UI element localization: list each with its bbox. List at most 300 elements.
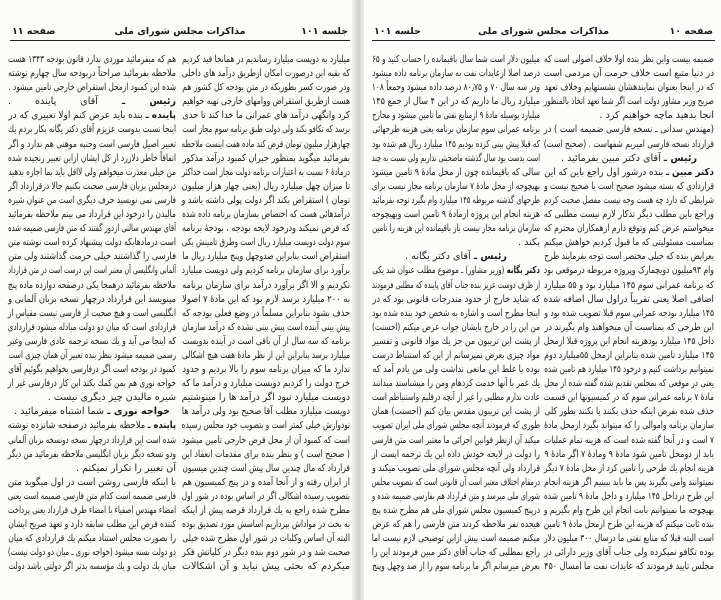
line-text: که برنامه عمرانی سوم ۱۴۵ میلیارد بود و ۵۵ میلیارد — [543, 279, 714, 291]
text-line — [371, 476, 540, 490]
line-text: میلیارد ریال ما داریم که در این ۴ سال از جمع ۱۴۵ — [371, 96, 540, 108]
text-line — [543, 138, 714, 152]
text-line — [544, 405, 714, 419]
line-text: ودر صورت کسر بطوریکه در متن بودجه کل کشور هم — [182, 82, 350, 94]
line-text: سالی که باقیمانده چون از محل مادهٔ ۹ تامین میشود — [371, 166, 540, 178]
text-line — [7, 448, 176, 462]
text-line — [181, 391, 350, 405]
line-text: شیره مالیدن چیز دیگری نیست . — [47, 392, 176, 404]
line-text: از طرف دوست عزیز بنده جناب آقای پاینده که مطلبی فرمودند — [371, 279, 540, 291]
line-text: که قبلا پیش بینی کرده بودیم ۱۴۵ میلیارد ریال هم شده بود — [372, 138, 540, 150]
text-line — [372, 194, 540, 208]
line-text: قراردادی که بسته میشود صحیح است یا صحیح نیست و — [544, 180, 714, 192]
line-text: فارسی نمی نویسید حرف دیگری است من عنوان شیره — [8, 194, 176, 206]
line-text: میکردم که بحثی پیش نیاید و آن اشکالات — [182, 561, 350, 573]
text-line — [543, 504, 714, 518]
text-line — [544, 476, 714, 490]
text-column — [182, 53, 350, 574]
text-line — [181, 490, 350, 504]
line-text: آن تعبیر را تکرار نمیکنم . — [76, 462, 176, 474]
text-line — [543, 490, 714, 504]
text-line — [8, 560, 177, 574]
text-line — [181, 166, 350, 180]
line-text: هست ازطریق استقراض ووامهای خارجی تهیه خواهیم — [182, 96, 350, 108]
text-line — [7, 490, 176, 504]
text-line — [8, 462, 176, 476]
line-text: از پشت این تریبون من جز یك مواد قانونی و تفسیر — [372, 335, 540, 347]
line-text: درصد اصلا ازعایدات نفت به سازمان برنامه داده میشود — [372, 68, 540, 80]
text-line — [544, 152, 714, 166]
text-line — [371, 180, 540, 194]
line-text: ملاحظه بفرمائید درهمجا یکی درصفحه دوازده ماده پنج — [7, 279, 177, 291]
page-number: صفحه ۱۰ — [669, 26, 713, 37]
line-text: دو دولت بسته میشود (خواجه نوری ـ میان دو دولت نیست) — [7, 547, 176, 559]
line-text: قرارداد نسخه فارسی امیریم شفهاست . (صحیح است) — [543, 138, 714, 150]
line-text: آقای دکتر مبین بفرمائید . — [561, 152, 664, 164]
line-text: نمیتوانند وامی بگیرند پس ما باید ببینیم اگر هزینه انجام — [544, 476, 714, 488]
line-text: هیجده نفر ملاحظه کردند متن فارسی را هم که عرض — [372, 519, 540, 531]
line-text: تومان ) استقراض بکند اگر دولت پولی داشته باشد و — [181, 194, 350, 206]
text-line — [8, 194, 176, 208]
text-line — [182, 321, 350, 335]
line-text: انجا بدهید ماچه خواهیم کرد . — [599, 110, 714, 122]
line-text: بعرض میرسانم اگر ما برنامه سوم را از صد وچهل وپنج — [372, 561, 540, 573]
line-text: بمناسبت مسئولیتی که ما قبول کردیم خواهش میکنم — [544, 237, 714, 249]
text-line — [543, 67, 714, 81]
running-title: مذاکرات مجلس شورای ملی — [478, 26, 609, 37]
line-text: یعنی در موقعی که بمجلس تقدیم شده گفته شده از محل — [544, 378, 714, 390]
line-text: با اینکه فارسی روشن است در اول میگوید متن — [7, 476, 176, 488]
text-line — [182, 208, 350, 222]
line-text: میان یك دولت و یك مؤسسه بدتر اگر دولتی باشد دولت — [8, 561, 177, 573]
line-text: است البته قبلا که منابع نفتی ما درسال ۳۰۰ میلیون دلار — [543, 533, 714, 545]
line-text: رسمی ضمیمه میشود بنظر بنده تعبیر آن همان چیزی است — [8, 349, 177, 361]
text-line — [372, 363, 540, 377]
text-line — [8, 532, 177, 546]
text-line — [182, 335, 350, 349]
line-text: ودو نسخه دیگر بزبان انگلیسی ملاحظه بفرمائید من دیگر — [7, 448, 176, 460]
text-line — [8, 123, 176, 137]
line-text: آقای دکتر یگانه . — [405, 251, 474, 263]
line-text: فارسی ضمیمه است کدام متن فارسی ضمیمه است یعنی — [7, 490, 176, 502]
line-text: درآمدهائی هست که اختصاص بسازمان برنامه داده شده — [182, 209, 350, 221]
right-page — [364, 0, 721, 600]
text-line — [372, 518, 540, 532]
line-text: اضافی اصلا یعنی تقریباً دراول سال اضافه شده — [543, 293, 714, 305]
text-line — [182, 53, 350, 67]
line-text: آلمانی وانگلیسی آن معتبر است این درست است در متن قرارداد — [8, 265, 176, 277]
line-text: طرحهای گذشته مربوطه ۱۴۵ میلیارد وام بگیرد توجه بفرمائید — [372, 194, 540, 206]
line-text: میلیارد بوسیله مادهٔ ۹ ازمنابع نفتی ما تامین میشود و مخارج — [372, 110, 540, 122]
line-text: شده این کمبود ازمحل استقراض خارجی تامین میشود . — [8, 82, 177, 94]
line-text: وراجع باین مطلب دیگر تذکار لازم نیست مطلبی که — [543, 209, 714, 221]
text-line — [181, 236, 350, 250]
line-text: خواجه نوری هم بمن کمك بکند این کار درفارسی غیر از — [7, 378, 176, 390]
text-line — [371, 95, 540, 109]
line-text: به ۲۰۰ میلیارد برسد لازم بود که این مادهٔ ۷ اصولا — [182, 293, 350, 305]
text-line — [182, 152, 350, 166]
line-text: ۱۴۵ میلیارد تامین شده بنابراین ازمحل ۵۵میلیارد دوم — [544, 349, 714, 361]
left-page-header — [10, 24, 350, 41]
text-line — [8, 180, 177, 194]
speaker-name: پاینده ـ — [147, 420, 176, 432]
text-line — [372, 462, 540, 476]
line-text: شورای ملی میرسد و متن قرارداد هم بفارسی ضمیمه شده و — [372, 490, 540, 502]
text-column — [372, 53, 540, 574]
line-text: قراردادی است که میان دو دولت مبادله میشود قراردادی — [7, 321, 176, 333]
speaker-name: دکتر مبین ـ — [666, 166, 714, 178]
text-line — [7, 377, 176, 391]
text-line — [544, 462, 714, 476]
line-text: انگلیسی است و هیچ صحبت از فارسی نیست مقیاس از — [7, 307, 177, 319]
text-line — [543, 123, 714, 137]
speaker-name: رئیس ـ — [121, 96, 176, 108]
line-text: ۷ است و در آنجا گفته شده است که هزینه تمام عملیات — [544, 434, 714, 446]
text-line — [544, 81, 714, 95]
text-line — [544, 109, 714, 123]
text-line — [371, 504, 540, 518]
text-line — [182, 532, 350, 546]
line-text: مواد چیزی بعرض نمیرسانم از این که استنباط درست — [372, 349, 540, 361]
line-text: تعبیر اصیل فارسی است وجنبه موهنی هم ندارد و اگر — [8, 138, 176, 150]
line-text: ملاحظه بفرمائید صراحتاً دربودجه سال چهارم نوشته — [8, 68, 176, 80]
text-line — [182, 123, 350, 137]
text-line — [372, 67, 540, 81]
text-line — [181, 138, 350, 152]
text-line — [371, 434, 540, 448]
line-text: بنده درشور اول راجع باین که این — [544, 166, 667, 178]
line-text: بکند . — [518, 237, 540, 249]
line-text: راجع بمطلبی که جناب آقای دکتر مبین فرمودند این را — [371, 547, 540, 559]
line-text: شرایطی که دارد چه هست وجه نیست مفصل صحبت کردم — [543, 194, 714, 206]
line-text: من این را در خارج بایشان جواب عرض میکنم (احسنت) — [372, 321, 540, 333]
text-line — [544, 166, 714, 180]
line-text: از پشت این تریبون مقدس بیان کنم (احسنت) همان — [371, 406, 540, 418]
text-line — [182, 462, 350, 476]
text-line — [182, 95, 350, 109]
line-text: این طرح درداخل ۱۴۵ میلیارد و داخل مادهٔ ۹ تامین شده — [543, 490, 714, 502]
text-line — [543, 194, 714, 208]
text-line — [7, 546, 176, 560]
line-text: اتفاقاً خاطر دلازرد از کل ایشان ازاین تعبیر رنجیده شده — [8, 152, 177, 164]
text-line — [543, 532, 714, 546]
text-line — [8, 363, 176, 377]
line-text: بهیچوجه از محل مادهٔ ۷ سازمان برنامه مجاز نیست برای — [371, 180, 540, 192]
text-line — [182, 476, 350, 490]
line-text: که اینجا می آید و یك نسخه ترجمه عادی فارسی وغیر — [7, 335, 176, 347]
text-line — [182, 109, 350, 123]
line-text: تا میزان چهل میلیارد ریال (یعنی چهار هزار میلیون — [181, 180, 350, 192]
text-line — [372, 250, 540, 264]
line-text: سازمان برنامه مجاز نیست باز باقیمانده این هزینه را تامین — [372, 223, 540, 235]
text-line — [7, 419, 176, 433]
line-text: میلیون دلار است شما سال باقیمانده را حساب کنید و ۶۵ — [372, 54, 540, 65]
text-line — [7, 236, 177, 250]
left-page — [0, 0, 358, 600]
text-line — [181, 419, 350, 433]
speaker-name: دکتر یگانه — [506, 265, 540, 277]
text-line — [544, 321, 714, 335]
line-text: سازمان برنامه واموالی را که میتواند بگیرد ازمحل مادهٔ — [544, 420, 714, 432]
text-line — [8, 293, 176, 307]
line-text: اینجا مطرح است و اشاره به شخص خود بنده شده بود — [372, 307, 540, 319]
text-line — [371, 279, 540, 293]
text-line — [372, 391, 540, 405]
text-line — [544, 434, 714, 448]
text-line — [372, 307, 540, 321]
speaker-name: خواجه نوری ـ — [107, 406, 170, 418]
text-line — [7, 321, 176, 335]
text-line — [544, 363, 714, 377]
text-line — [181, 504, 350, 518]
line-text: البته آن اساس وکلیات در شور اول مطرح شده خیلی — [182, 533, 350, 545]
text-line — [8, 67, 176, 81]
text-line — [181, 67, 350, 81]
line-text: من خیلی معذرت میخواهم ولی لااقل باید بما اجازه بدهید — [8, 166, 176, 178]
line-text: حذف بشود بنابراین مسلماً در وضع فعلی بودجه که — [181, 307, 350, 319]
text-line — [182, 222, 350, 236]
line-text: (وزیر مشاور) ـ موضوع مطلب عنوان شد یکی — [372, 265, 507, 277]
text-line — [372, 53, 540, 67]
text-line — [371, 81, 540, 95]
line-text: ( صحیح است ) و بنظر بنده برای مقدمات انعقاد این — [181, 448, 350, 460]
text-line — [181, 405, 350, 419]
text-line — [8, 109, 176, 123]
text-line — [371, 532, 540, 546]
line-text: اینجا نسبت بدوست عزیزم آقای دکتر یگانه بکار بردم یك — [8, 124, 176, 136]
line-text: عادت ندارم مطلبی را غیر از آنچه درقلبم واستنباطم است — [372, 392, 540, 404]
text-line — [371, 546, 540, 560]
text-line — [372, 109, 540, 123]
line-text: خرج دولت را کردیم دویست میلیارد و درآمد ما که — [181, 378, 350, 390]
line-text: است که کمبود آن از محل قرض خارجی تامین میشود — [182, 434, 350, 446]
line-text: میلیارد به دویست میلیارد رساندیم در همانجا قید کردیم — [182, 54, 350, 65]
line-text: مجلس تایید فرمودند که عایدات نفت ما امسال ۴۵۰ — [544, 561, 714, 573]
line-text: پیش بینی آینده است پیش بینی نشده که درآمد سازمان — [182, 321, 350, 333]
text-line — [371, 405, 540, 419]
line-text: داخل ۱۴۵ میلیارد بودهزینه انجام این پروژه قبلا ازمحل — [543, 335, 714, 347]
line-text: صریح وزیر مشاور دولت است اگر شما تعهد اتخاذ بالمنظور — [543, 96, 714, 108]
line-text: بوده تکافو نمیکرده ولی جناب آقای وزیر دارائی در — [544, 547, 714, 559]
line-text: شما اشتباه میفرمائید . — [14, 406, 108, 418]
line-text: آقای پاینده . — [8, 96, 122, 108]
line-text: بفرمائید میگوید بمنظور جبران کمبود درآمد مذکور — [182, 152, 350, 164]
text-line — [8, 264, 176, 278]
text-line — [544, 236, 714, 250]
text-line — [8, 138, 176, 152]
text-line — [7, 307, 177, 321]
text-line — [8, 166, 176, 180]
line-text: حذف شده بفرض اینکه حذف بکنند یا نکنند بطور کلی — [544, 406, 714, 418]
speaker-name: پاینده ـ — [145, 110, 176, 122]
text-line — [372, 349, 540, 363]
line-text: را بصورت مجلس استناد میکنم یك قراردادی که میان — [8, 533, 177, 545]
text-line — [7, 53, 177, 67]
line-text: میخواستم عرض کنم وتوقع دارم ازهمکاران محترم که — [543, 223, 714, 235]
text-line — [7, 476, 176, 490]
text-line — [181, 180, 350, 194]
text-line — [182, 279, 350, 293]
text-line — [8, 434, 176, 448]
text-line — [372, 123, 540, 137]
line-text: بنده ثابت میکنم که هزینه این طرح ازمحل مادهٔ ۹ تامین — [543, 519, 714, 531]
line-text: به بحث در مواداش بپردازیم اساسش مورد تصدیق بوده — [182, 519, 350, 531]
text-line — [8, 250, 176, 264]
text-line — [543, 293, 714, 307]
text-line — [7, 208, 177, 222]
text-line — [182, 349, 350, 363]
line-text: میکنم ضمیمه است بیش ازاین توضیحی لازم نیست اما — [371, 533, 540, 545]
text-column — [544, 53, 714, 574]
text-line — [544, 180, 714, 194]
line-text: ۱۴۵ میلیارد بودجه عمرانی سوم قبلا تصویب شده بود و — [544, 307, 714, 319]
line-text: مطرح شده راجع به یك قرارداد قرضه پیش از اینکه — [181, 505, 350, 516]
text-line — [544, 546, 714, 560]
text-line — [543, 518, 714, 532]
line-text: ضمیمه نیست واین نظر بنده اولا خلاف اصولی است که — [544, 54, 714, 65]
text-line — [371, 208, 540, 222]
text-line — [372, 490, 540, 504]
line-text: بنده باید عرض کنم اولا تعبیری که در — [8, 110, 146, 122]
right-page-header — [372, 24, 715, 41]
line-text: فارسی را گذاشتند خیلی حرمت گذاشتند ولی متن — [8, 251, 176, 263]
text-line — [371, 152, 540, 166]
line-text: نودوازش خیلی کمتر است و بتصویب خود مجلس رسیده — [181, 420, 350, 432]
text-line — [543, 95, 714, 109]
line-text: که در اینجا بعنوان نمایندهشان نشستهایم وخلاف تعهد — [544, 82, 714, 94]
line-text: درمقام اختلاف معتبر است آن قانونی است که بتصویب مجلس — [371, 476, 540, 488]
text-line — [544, 307, 714, 321]
text-line — [371, 448, 540, 462]
text-line — [372, 293, 540, 307]
line-text: این طرحی که بمناسبت آن میخواهند وام بگیرند در — [544, 321, 714, 333]
text-line — [543, 335, 714, 349]
line-text: کننده قرض این مطلب سابقه دارد و تعهد صریح ایشان — [8, 519, 176, 531]
line-text: بوده یا غلط این مانعی نداشت ولی من یادم آمد که — [372, 364, 540, 376]
text-line — [544, 377, 714, 391]
text-column — [8, 53, 176, 574]
text-line — [544, 250, 714, 264]
text-line — [181, 264, 350, 278]
line-text: میلیارد برسد بنابراین این از نظر مادهٔ هفت هیچ اشکالی — [182, 349, 350, 361]
text-line — [544, 53, 714, 67]
text-line — [8, 152, 177, 166]
text-line — [8, 391, 176, 405]
speaker-name: رئیس ـ — [663, 152, 697, 164]
line-text: امضاء مهندس اصفیاء با امضاء طرف قرارداد یعنی پرداخت — [7, 505, 176, 516]
line-text: بعرایض بنده که خیلی مختصر است توجه بفرمایند طرح — [544, 251, 714, 263]
line-text: بتصویب رسیده اشکالی اگر در اساس بوده در شور اول — [181, 490, 350, 502]
line-text: سوم دولت دویست میلیارد ریال است وطرق تامینش یکی — [181, 237, 350, 249]
line-text: درمجلس بزبان فارسی صحبت بکنیم حالا درقرارداد اگر — [8, 180, 177, 192]
text-line — [182, 546, 350, 560]
text-line — [181, 307, 350, 321]
text-line — [182, 434, 350, 448]
line-text: برنامه عمرانی سوم سازمان برنامه یعنی هزینه طرحهائی — [372, 124, 540, 136]
text-line — [544, 349, 714, 363]
text-line — [371, 166, 540, 180]
session-number: جلسه ۱۰۱ — [301, 26, 348, 37]
text-line — [544, 448, 714, 462]
line-text: کمبود در بودجه است اگر درفارسی بخواهیم بگوئیم آقای — [8, 364, 176, 376]
line-text: شده است این قرارداد درچهار نسخه دونسخه بزبان آلمانی — [8, 434, 176, 446]
line-text: مالیدن را درخود این قرارداد می بینم ملاحظه بفرمائید — [7, 209, 177, 221]
line-text: برنامه که سه سال از آن باقی است در آینده بدویست — [182, 335, 350, 347]
line-text: نکردیم و الا اگر برآورد درآمد برای سازمان برنامه — [182, 279, 350, 291]
line-text: استقراض است بنابراین صدوچهل وپنج میلیارد ریال ما — [182, 251, 350, 263]
line-text: آقای مهندس سالتی ازدور گفتند که متن فارسی ضمیمه شده — [8, 223, 176, 235]
line-text: دویست میلیارد مطلب آقا صحیح بود ولی درآمد ها — [181, 406, 350, 418]
line-text: که بقیه این درصورت امکان ازطریق درآمد های داخلی — [181, 68, 350, 80]
text-line — [8, 81, 177, 95]
text-line — [8, 222, 176, 236]
line-text: صحبت شد و در شور دوم بنده دیگر در کلیاتش فکر — [182, 547, 350, 559]
line-text: وام ۹۳میلیون دویچمارک وپروژه مربوطه درموقعی بود — [543, 265, 714, 277]
text-line — [372, 560, 540, 574]
text-line — [372, 321, 540, 335]
line-text: باید از دومحل تامین شود مادهٔ ۹ ومادهٔ ۷ اگر مادهٔ ۹ — [544, 448, 714, 460]
line-text: مادهٔ ۷ برنامه عمرانی سوم که در کمیسیونها این قسمت — [543, 392, 714, 404]
text-line — [543, 279, 714, 293]
session-number: جلسه ۱۰۱ — [374, 26, 421, 37]
line-text: که قرض نمیکند ودرخود لایحه بودجه ، بودجهٔ برنامه — [182, 223, 350, 235]
line-text: کرد وانگهی درآمد های عمرانی ما خدا کند تا حدی — [182, 110, 350, 122]
line-text: برآورد برای سازمان برنامه کردیم ولی دویست میلیارد — [181, 265, 350, 277]
text-line — [182, 81, 350, 95]
line-text: چهارهزار میلیون تومان قرض کند ماده هفت اینست ملاحظه — [181, 138, 350, 150]
text-line — [372, 222, 540, 236]
text-line — [181, 448, 350, 462]
text-line — [181, 194, 350, 208]
text-line — [372, 138, 540, 152]
line-text: قرارداد که مال چندین سال پیش است چندین میسیون — [182, 462, 350, 474]
line-text: مینویسد این قرارداد درچهار نسخه بزبان آلمانی و — [8, 293, 176, 305]
line-text: هزینه انجام یك طرحی را تامین کرد از محل مادهٔ ۷ دیگر — [544, 462, 714, 474]
line-text: ودر سه سال ۷۰ و ۸۰٫۷۵ درصد داده میشود وجمعاً ۱۰۸ — [371, 82, 540, 94]
line-text: نمیتوانیم برداشت کنیم و درخود ۱۴۵ میلیارد هم تامین شده — [544, 364, 714, 376]
line-text: درمادهٔ ۶ نسبت به اعتبارات برنامه دولت مجاز است حداکثر — [181, 166, 350, 178]
text-line — [8, 405, 176, 419]
text-line — [181, 377, 350, 391]
text-line — [7, 335, 176, 349]
text-line — [372, 264, 540, 278]
running-title: مذاکرات مجلس شورای ملی — [114, 26, 246, 37]
text-line — [8, 349, 177, 363]
page-number: صفحه ۱۱ — [12, 26, 56, 37]
text-line — [543, 222, 714, 236]
line-text: ملاحظه بفرمائید درصفحه شانزده نوشته — [7, 420, 148, 432]
line-text: هزینه انجام این پروژه ازمادهٔ ۹ تامین است وبهیچوجه — [371, 209, 540, 221]
line-text: را دولت در لایحه خودش داده این یك ترجمه ایست از — [371, 448, 540, 460]
line-text: که شاید خارج از حدود مندرجات قانونی بود که در — [372, 293, 540, 305]
line-text: در دنیا متبع است خلاف حرمت آن مردمی است — [543, 68, 714, 80]
line-text: یك عمر با آنها خدمت کردهام ومن را میشناسند میدانند — [372, 378, 540, 390]
line-text: از ایران رفته و از آنجا آمده و در پنج کمیسیون هم — [182, 476, 350, 488]
text-line — [182, 518, 350, 532]
text-line — [372, 419, 540, 433]
text-line — [372, 377, 540, 391]
line-text: هم که میفرمائید موردی ندارد قانون بودجه ۱۳۴۳ هست — [7, 54, 177, 65]
text-line — [372, 335, 540, 349]
text-line — [372, 236, 540, 250]
text-line — [182, 363, 350, 377]
line-text: است درمادهایکه دولت پیشنهاد کرده است نوشته متن — [7, 237, 177, 249]
text-line — [8, 518, 176, 532]
line-text: دویست میلیارد نبود اگر درآمد ها را مینوشتیم — [181, 392, 350, 404]
speaker-name: رئیس ـ — [473, 251, 507, 263]
text-line — [182, 250, 350, 264]
text-line — [182, 293, 350, 307]
